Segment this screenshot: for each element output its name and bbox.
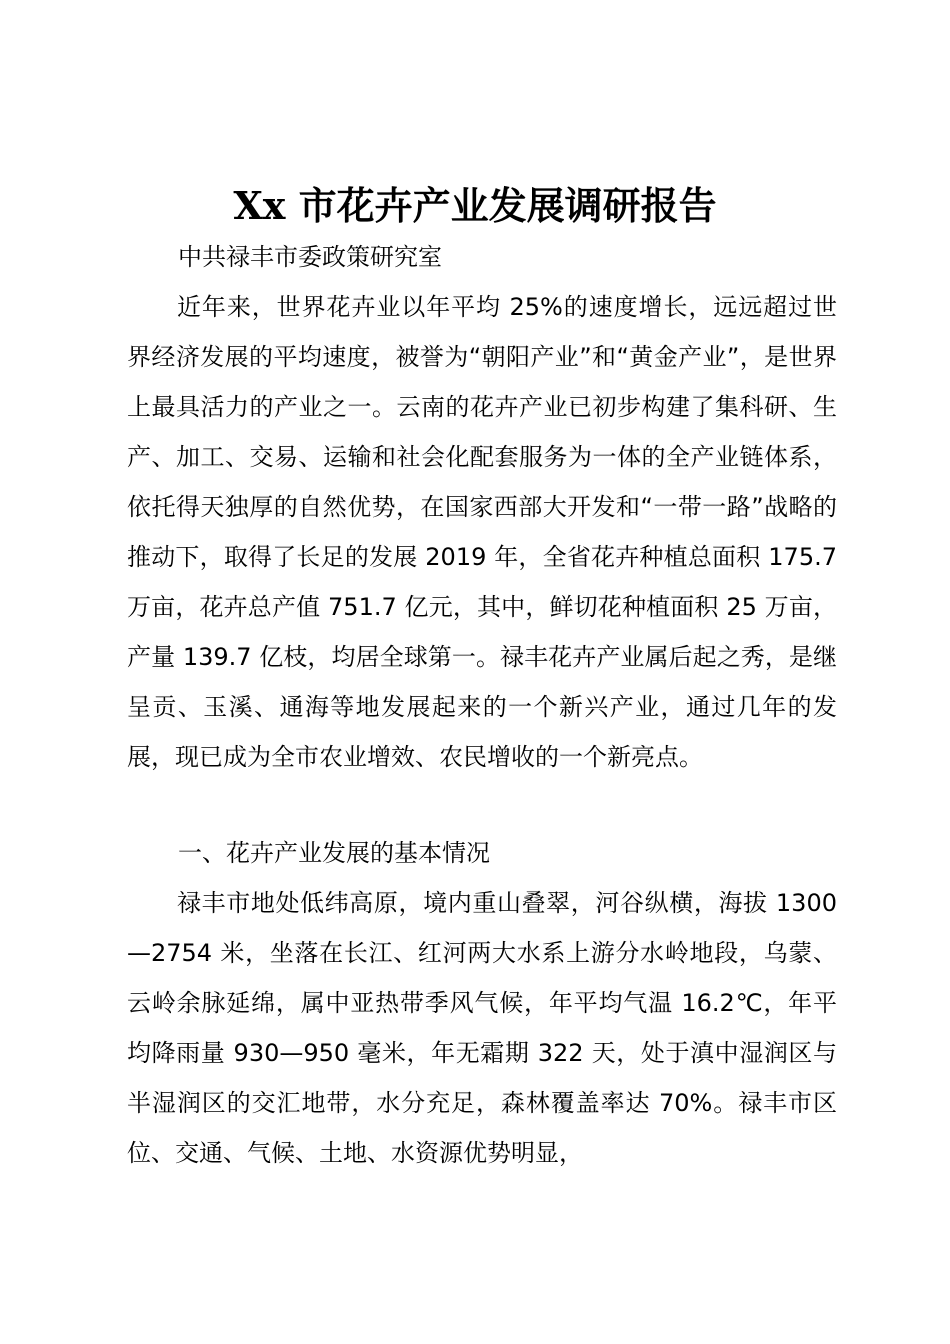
intro-paragraph: 近年来，世界花卉业以年平均 25%的速度增长，远远超过世界经济发展的平均速度，被誉为“朝阳产业”和“黄金产业”，是世界上最具活力的产业之一。云南的花卉产业已初步构建了集科研、生产、加工、交易、运输和社会化配套服务为一体的全产业链体系，依托得天独厚的自然优势，在国家西部大开发和“一带一路”战略的推动下，取得了长足的发展 2019 年，全省花卉种植总面积 175.7 万亩，花卉总产值 751.7 亿元，其中，鲜切花种植面积 25 万亩，产量 139.7 亿枝，均居全球第一。禄丰花卉产业属后起之秀，是继呈贡、玉溪、通海等地发展起来的一个新兴产业，通过几年的发展，现已成为全市农业增效、农民增收的一个新亮点。	[127, 293, 837, 771]
document-title: Xx 市花卉产业发展调研报告	[233, 183, 717, 228]
section-heading: 一、花卉产业发展的基本情况	[178, 839, 490, 867]
body-paragraph: 禄丰市地处低纬高原，境内重山叠翠，河谷纵横，海拔 1300—2754 米，坐落在长江、红河两大水系上游分水岭地段，乌蒙、云岭余脉延绵，属中亚热带季风气候，年平均气温 16.2℃，年平均降雨量 930—950 毫米，年无霜期 322 天，处于滇中湿润区与半湿润区的交汇地带，水分充足，森林覆盖率达 70%。禄丰市区位、交通、气候、土地、水资源优势明显，	[127, 889, 837, 1167]
author-line: 中共禄丰市委政策研究室	[178, 243, 442, 271]
